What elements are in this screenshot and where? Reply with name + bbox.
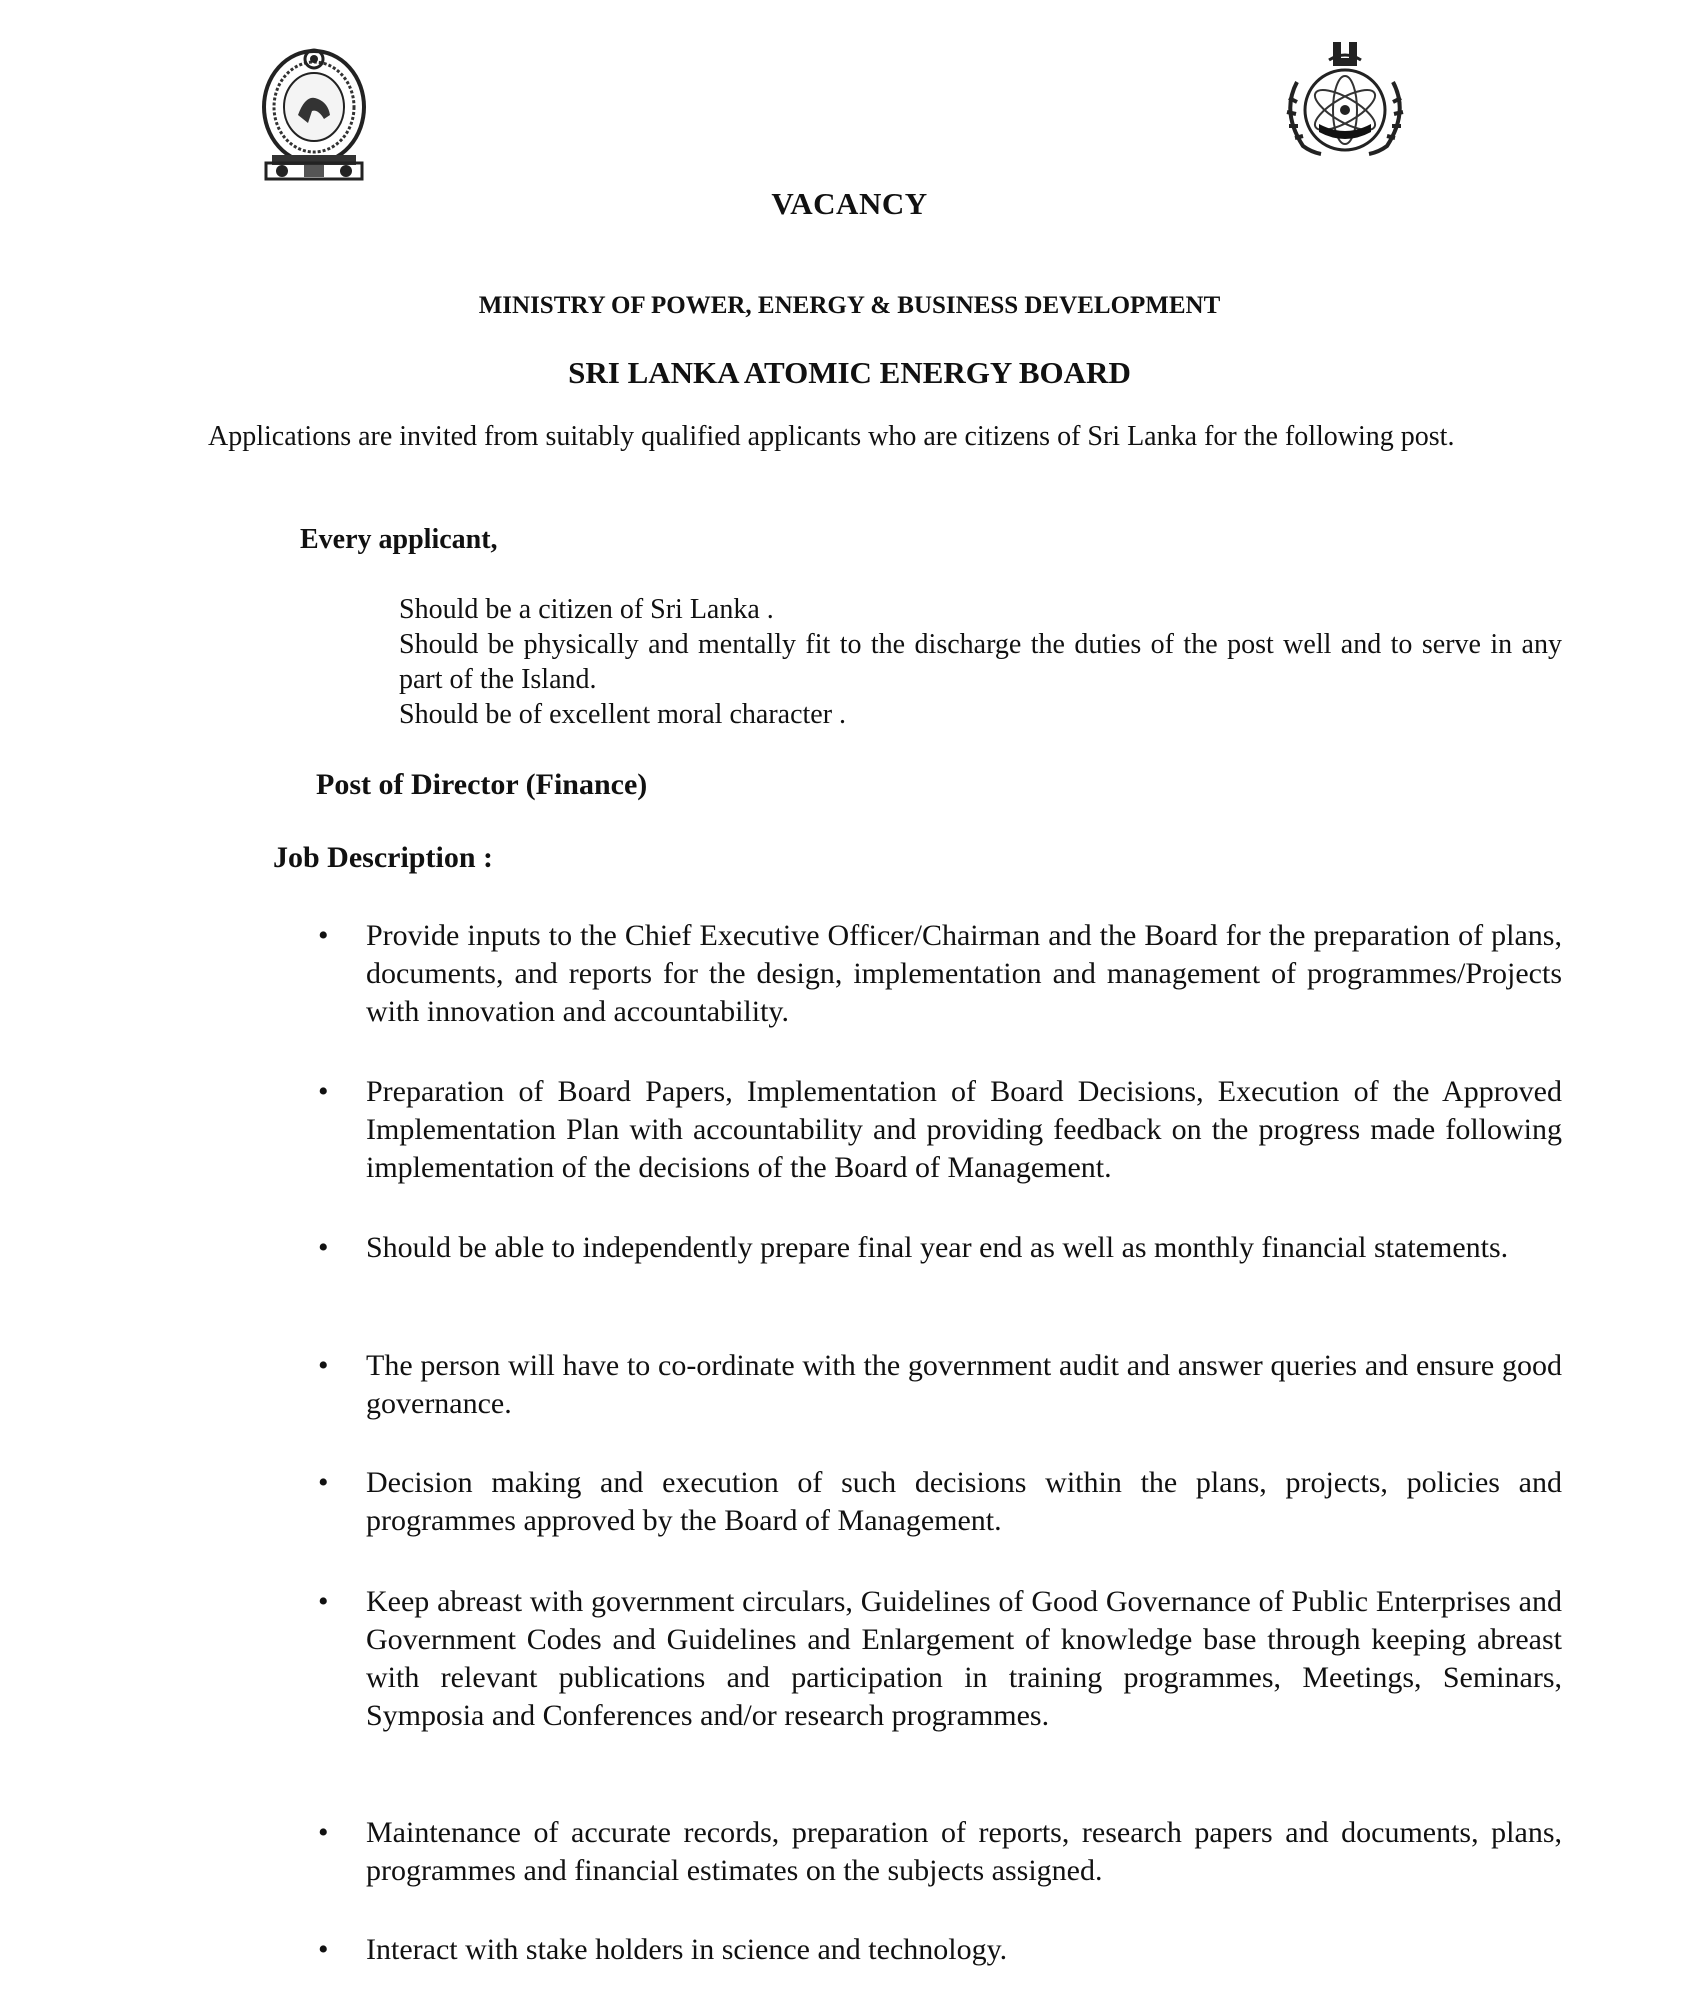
requirement-item: Should be a citizen of Sri Lanka .: [399, 594, 774, 625]
requirement-item: Should be physically and mentally fit to the discharge the duties of the post well and to serve in any part of the Island.: [399, 629, 1562, 695]
job-description-item: [318, 1464, 1562, 1540]
requirement-item: Should be of excellent moral character .: [399, 699, 847, 730]
bullet-icon: •: [318, 1933, 329, 1966]
requirements-heading: Every applicant,: [300, 524, 498, 555]
job-description-text: Decision making and execution of such decisions within the plans, projects, policies and programmes approved by the Board of Management.: [366, 1466, 1562, 1537]
post-title: Post of Director (Finance): [316, 768, 648, 801]
job-description-text: Preparation of Board Papers, Implementation of Board Decisions, Execution of the Approved Implementation Plan with accountability and providing feedback on the progress made following implementation of the decisions of the Board of Management.: [366, 1075, 1562, 1184]
page-title: VACANCY: [771, 186, 928, 221]
job-description-item: [318, 917, 1562, 1031]
job-description-item: [318, 1073, 1562, 1187]
job-description-text: Maintenance of accurate records, preparation of reports, research papers and documents, plans, programmes and financial estimates on the subjects assigned.: [366, 1816, 1562, 1887]
bullet-icon: •: [318, 1585, 329, 1618]
bullet-icon: •: [318, 1231, 329, 1264]
job-description-text: The person will have to co-ordinate with the government audit and answer queries and ensure good governance.: [366, 1349, 1562, 1420]
intro-text: Applications are invited from suitably qualified applicants who are citizens of Sri Lanka for the following post.: [208, 421, 1455, 452]
job-description-text: Should be able to independently prepare final year end as well as monthly financial statements.: [366, 1231, 1509, 1264]
job-description-item: [318, 1931, 1562, 1969]
bullet-icon: •: [318, 1816, 329, 1849]
bullet-icon: •: [318, 1466, 329, 1499]
job-description-text: Interact with stake holders in science and technology.: [366, 1933, 1008, 1966]
requirements-list: [399, 592, 1562, 732]
atomic-energy-board-emblem-icon: [1275, 38, 1415, 168]
bullet-icon: •: [318, 1075, 329, 1108]
job-description-text: Keep abreast with government circulars, Guidelines of Good Governance of Public Enterprises and Government Codes and Guidelines and Enlargement of knowledge base through keeping abreast with relevant publications and participation in training programmes, Meetings, Seminars, Symposia and Conferences and/or research programmes.: [366, 1585, 1562, 1732]
bullet-icon: •: [318, 1349, 329, 1382]
intro-paragraph: [200, 419, 1562, 454]
ministry-name: MINISTRY OF POWER, ENERGY & BUSINESS DEVELOPMENT: [478, 292, 1221, 319]
job-description-text: Provide inputs to the Chief Executive Officer/Chairman and the Board for the preparation of plans, documents, and reports for the design, implementation and management of programmes/Projects with innovation and accountability.: [366, 919, 1562, 1028]
job-description-item: [318, 1347, 1562, 1423]
organization-name: SRI LANKA ATOMIC ENERGY BOARD: [568, 355, 1131, 390]
job-description-heading: Job Description :: [273, 841, 493, 874]
job-description-item: [318, 1583, 1562, 1735]
job-description-item: [318, 1814, 1562, 1890]
sri-lanka-emblem-icon: [258, 45, 370, 185]
bullet-icon: •: [318, 919, 329, 952]
job-description-item: [318, 1229, 1562, 1267]
